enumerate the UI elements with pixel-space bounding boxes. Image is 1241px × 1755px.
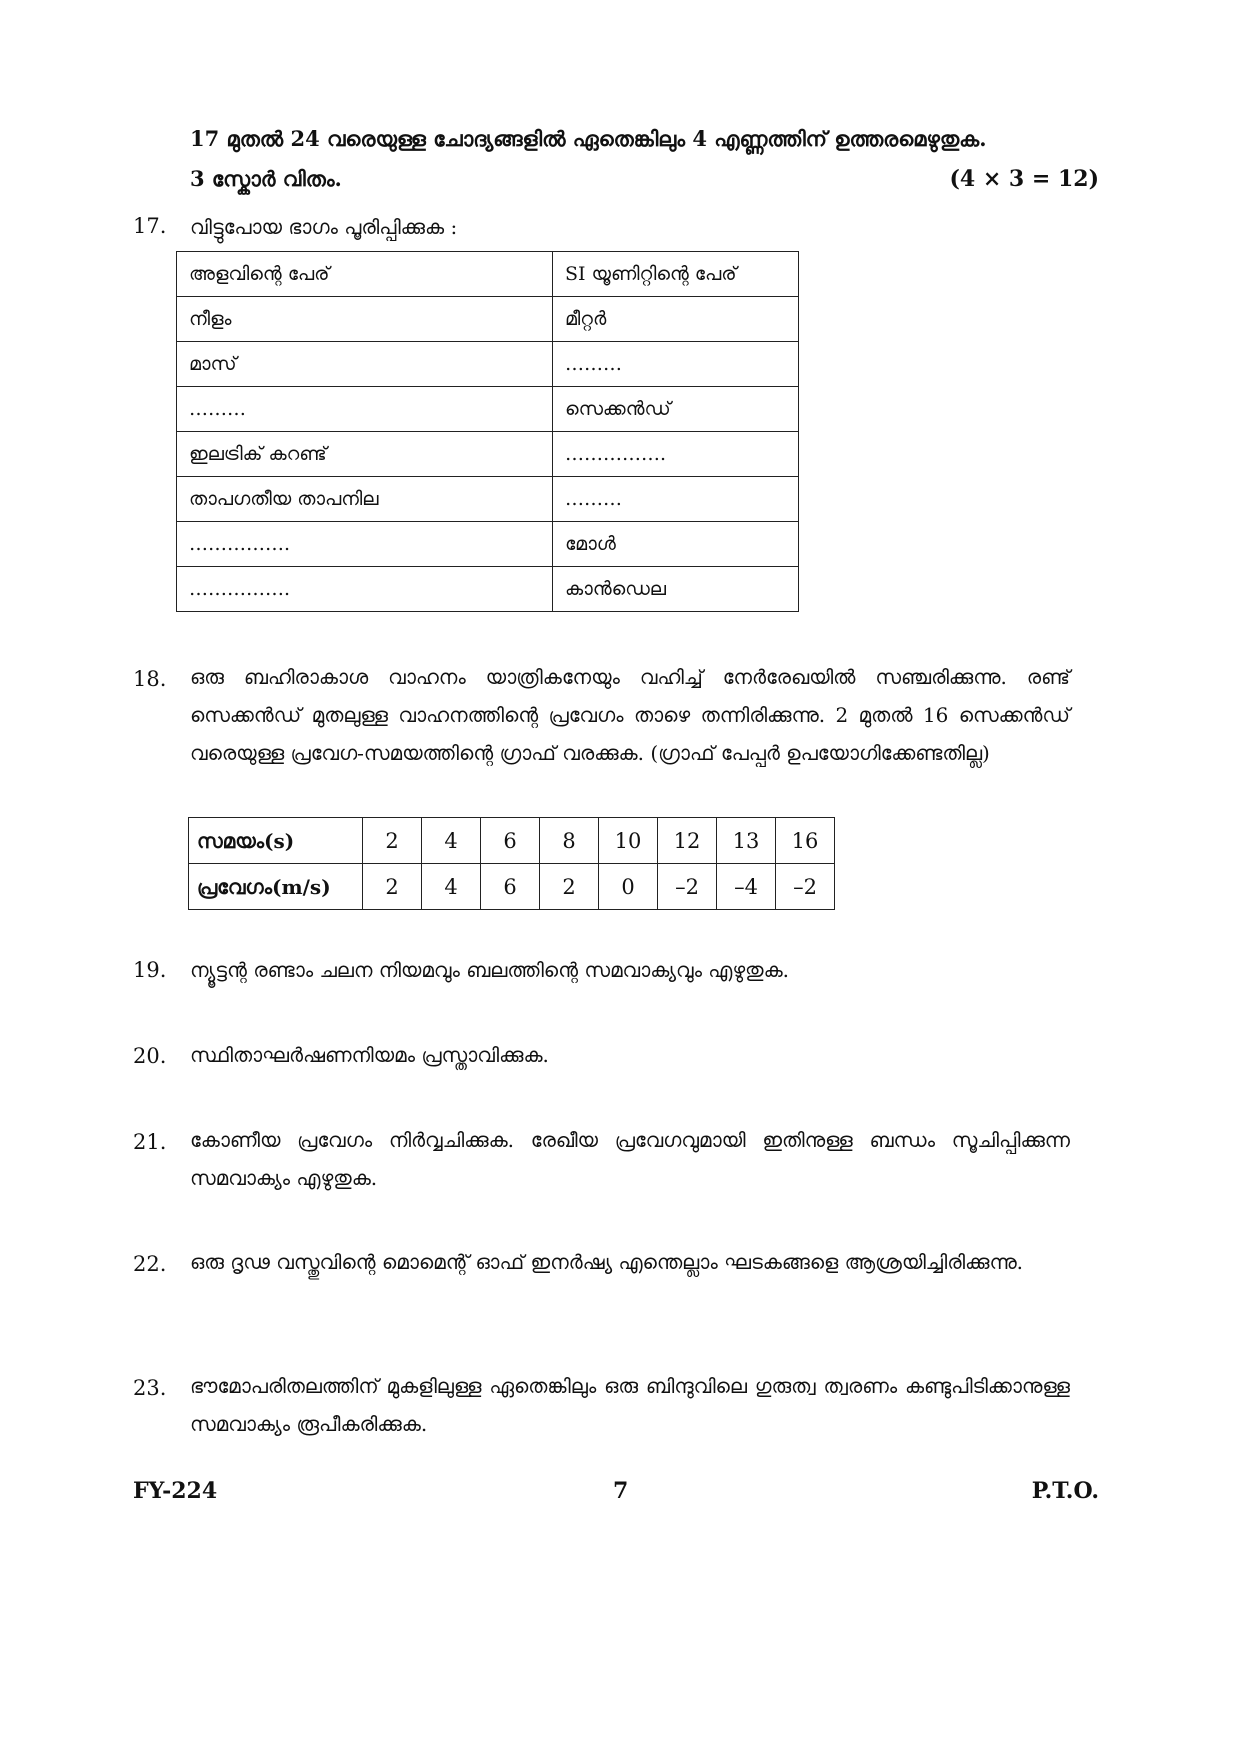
table-cell: ……………. (177, 567, 553, 612)
table-row (177, 387, 799, 432)
table-cell: 2 (363, 818, 422, 864)
table-cell: ……… (553, 342, 799, 387)
table-row (177, 252, 799, 297)
table-cell: 2 (540, 864, 599, 910)
table-row (177, 342, 799, 387)
table-cell: 10 (599, 818, 658, 864)
velocity-time-table (188, 817, 835, 910)
table-cell: അളവിന്റെ പേര് (177, 252, 553, 297)
table-cell: മോൾ (553, 522, 799, 567)
question-number-18: 18. (133, 667, 167, 691)
table-cell: നീളം (177, 297, 553, 342)
table-row (189, 864, 835, 910)
table-cell: താപഗതീയ താപനില (177, 477, 553, 522)
table-cell: 6 (481, 818, 540, 864)
table-cell: 13 (717, 818, 776, 864)
table-cell: 2 (363, 864, 422, 910)
table-cell: –2 (658, 864, 717, 910)
question-text-18: ഒരു ബഹിരാകാശ വാഹനം യാത്രികനേയും വഹിച്ച് നേർരേഖയിൽ സഞ്ചരിക്കുന്നു. രണ്ട് സെക്കൻഡ് മുതലുള്ള വാഹനത്തിന്റെ പ്രവേഗം താഴെ തന്നിരിക്കുന്നു. 2 മുതൽ 16 സെക്കൻഡ് വരെയുള്ള പ്രവേഗ-സമയത്തിന്റെ ഗ്രാഫ് വരക്കുക. (ഗ്രാഫ് പേപ്പർ ഉപയോഗിക്കേണ്ടതില്ല) (190, 665, 1070, 765)
table-row (177, 567, 799, 612)
question-text-23: ഭൗമോപരിതലത്തിന് മുകളിലുള്ള ഏതെങ്കിലും ഒരു ബിന്ദുവിലെ ഗുരുത്വ ത്വരണം കണ്ടുപിടിക്കാനുള്ള സമവാക്യം രൂപീകരിക്കുക. (190, 1374, 1070, 1436)
table-cell: 8 (540, 818, 599, 864)
time-row-label: സമയം(s) (189, 818, 363, 864)
question-text-19: ന്യൂട്ടന്റ രണ്ടാം ചലന നിയമവും ബലത്തിന്റെ സമവാക്യവും എഴുതുക. (190, 958, 790, 982)
question-number-21: 21. (133, 1130, 167, 1154)
table-cell: ……………. (177, 522, 553, 567)
question-text-21: കോണീയ പ്രവേഗം നിർവ്വചിക്കുക. രേഖീയ പ്രവേഗവുമായി ഇതിനുള്ള ബന്ധം സൂചിപ്പിക്കുന്ന സമവാക്യം എഴുതുക. (190, 1128, 1070, 1190)
paper-code: FY-224 (133, 1478, 218, 1504)
question-number-20: 20. (133, 1044, 167, 1068)
table-cell: SI യൂണിറ്റിന്റെ പേര് (553, 252, 799, 297)
velocity-row-label: പ്രവേഗം(m/s) (189, 864, 363, 910)
table-cell: 6 (481, 864, 540, 910)
table-cell: ……… (177, 387, 553, 432)
table-cell: ……………. (553, 432, 799, 477)
table-cell: 0 (599, 864, 658, 910)
instruction-line-1: 17 മുതൽ 24 വരെയുള്ള ചോദ്യങ്ങളിൽ ഏതെങ്കിലും 4 എണ്ണത്തിന് ഉത്തരമെഴുതുക. (190, 126, 987, 151)
table-row (177, 297, 799, 342)
table-cell: 12 (658, 818, 717, 864)
marks-scheme: (4 × 3 = 12) (949, 166, 1099, 192)
table-cell: 4 (422, 864, 481, 910)
page-number: 7 (613, 1478, 629, 1504)
table-row (189, 818, 835, 864)
table-cell: 4 (422, 818, 481, 864)
si-units-table (176, 251, 799, 612)
table-cell: കാൻഡെല (553, 567, 799, 612)
table-cell: മീറ്റർ (553, 297, 799, 342)
question-text-17: വിട്ടുപോയ ഭാഗം പൂരിപ്പിക്കുക : (190, 215, 458, 239)
table-cell: –2 (776, 864, 835, 910)
question-number-23: 23. (133, 1376, 167, 1400)
table-cell: ഇലട്രിക് കറണ്ട് (177, 432, 553, 477)
question-number-19: 19. (133, 958, 167, 982)
table-cell: ……… (553, 477, 799, 522)
table-cell: 16 (776, 818, 835, 864)
table-row (177, 477, 799, 522)
question-number-17: 17. (133, 214, 167, 238)
instruction-line-2: 3 സ്കോർ വിതം. (190, 166, 342, 191)
question-text-20: സ്ഥിതാഘർഷണനിയമം പ്രസ്താവിക്കുക. (190, 1043, 549, 1067)
table-cell: മാസ് (177, 342, 553, 387)
table-cell: സെക്കൻഡ് (553, 387, 799, 432)
question-number-22: 22. (133, 1252, 167, 1276)
question-text-22: ഒരു ദൃഢ വസ്തുവിന്റെ മൊമെന്റ് ഓഫ് ഇനർഷ്യ എന്തെല്ലാം ഘടകങ്ങളെ ആശ്രയിച്ചിരിക്കുന്നു. (190, 1250, 1024, 1274)
table-row (177, 432, 799, 477)
table-cell: –4 (717, 864, 776, 910)
table-row (177, 522, 799, 567)
please-turn-over: P.T.O. (1031, 1478, 1099, 1504)
